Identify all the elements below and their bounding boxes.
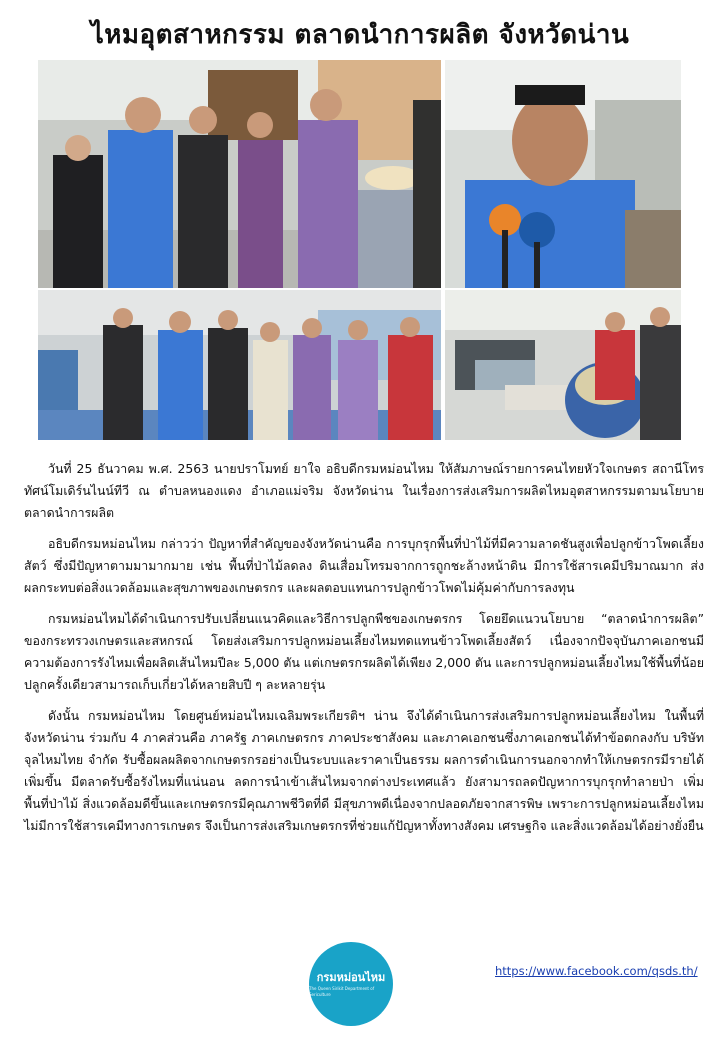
- logo-text: กรมหม่อนไหม: [316, 970, 386, 984]
- article-paragraph: อธิบดีกรมหม่อนไหม กล่าวว่า ปัญหาที่สำคัญของจังหวัดน่านคือ การบุกรุกพื้นที่ป่าไม้ที่มีความลาดชันสูงเพื่อปลูกข้าวโพดเลี้ยงสัตว์ ซึ่งมีปัญหาตามมามากมาย เช่น พื้นที่ป่าไม้ลดลง ดินเสื่อมโทรมจากการถูกชะล้างหน้าดิน มีการใช้สารเคมีปริมาณมาก ส่งผลกระทบต่อสิ่งแวดล้อมและสุขภาพของเกษตรกร และผลตอบแทนการปลูกข้าวโพดไม่คุ้มค่ากับการลงทุน: [24, 536, 704, 595]
- director-interview-photo: [445, 60, 681, 288]
- group-inspection-photo: [38, 290, 441, 440]
- cocoon-grading-photo: [445, 290, 681, 440]
- article-body: [24, 458, 704, 846]
- article-paragraph: วันที่ 25 ธันวาคม พ.ศ. 2563 นายปราโมทย์ ยาใจ อธิบดีกรมหม่อนไหม ให้สัมภาษณ์รายการคนไทยหัวใจเกษตร สถานีโทรทัศน์โมเดิร์นไนน์ทีวี ณ ตำบลหนองแดง อำเภอแม่จริม จังหวัดน่าน ในเรื่องการส่งเสริมการผลิตไหมอุตสาหกรรมตามนโยบายตลาดนำการผลิต: [24, 461, 704, 520]
- page-title: ไหมอุตสาหกรรม ตลาดนำการผลิต จังหวัดน่าน: [90, 20, 630, 50]
- officials-meeting-farmers-photo: [38, 60, 441, 288]
- logo-subtext: The Queen Sirikit Department of Sericulture: [309, 985, 375, 997]
- article-paragraph: ดังนั้น กรมหม่อนไหม โดยศูนย์หม่อนไหมเฉลิมพระเกียรติฯ น่าน จึงได้ดำเนินการส่งเสริมการปลูกหม่อนเลี้ยงไหม ในพื้นที่จังหวัดน่าน ร่วมกับ 4 ภาคส่วนคือ ภาครัฐ ภาคเกษตรกร ภาคประชาสังคม และภาคเอกชนซึ่งภาคเอกชนได้ทำข้อตกลงกับ บริษัท จุลไหมไทย จำกัด รับซื้อผลผลิตจากเกษตรกรอย่างเป็นระบบและราคาเป็นธรรม ผลการดำเนินการนอกจากทำให้เกษตรกรมีรายได้เพิ่มขึ้น มีตลาดรับซื้อรังไหมที่แน่นอน ลดการนำเข้าเส้นไหมจากต่างประเทศแล้ว ยังสามารถลดปัญหาการบุกรุกทำลายป่า เพิ่มพื้นที่ป่าไม้ สิ่งแวดล้อมดีขึ้นและเกษตรกรมีคุณภาพชีวิตที่ดี มีสุขภาพดีเนื่องจากปลอดภัยจากสารพิษ เพราะการปลูกหม่อนเลี้ยงไหม ไม่มีการใช้สารเคมีทางการเกษตร จึงเป็นการส่งเสริมเกษตรกรที่ช่วยแก้ปัญหาทั้งทางสังคม เศรษฐกิจ และสิ่งแวดล้อมได้อย่างยั่งยืน: [24, 708, 704, 833]
- department-logo: [309, 942, 393, 1026]
- facebook-link[interactable]: https://www.facebook.com/qsds.th/: [495, 964, 698, 978]
- article-paragraph: กรมหม่อนไหมได้ดำเนินการปรับเปลี่ยนแนวคิดและวิธีการปลูกพืชของเกษตรกร โดยยึดแนวนโยบาย “ตลาดนำการผลิต” ของกระทรวงเกษตรและสหกรณ์ โดยส่งเสริมการปลูกหม่อนเลี้ยงไหมทดแทนข้าวโพดเลี้ยงสัตว์ เนื่องจากปัจจุบันภาคเอกชนมีความต้องการรังไหมเพื่อผลิตเส้นไหมปีละ 5,000 ตัน แต่เกษตรกรผลิตได้เพียง 2,000 ตัน และการปลูกหม่อนเลี้ยงไหมใช้พื้นที่น้อย ปลูกครั้งเดียวสามารถเก็บเกี่ยวได้หลายสิบปี ๆ ละหลายรุ่น: [24, 611, 704, 692]
